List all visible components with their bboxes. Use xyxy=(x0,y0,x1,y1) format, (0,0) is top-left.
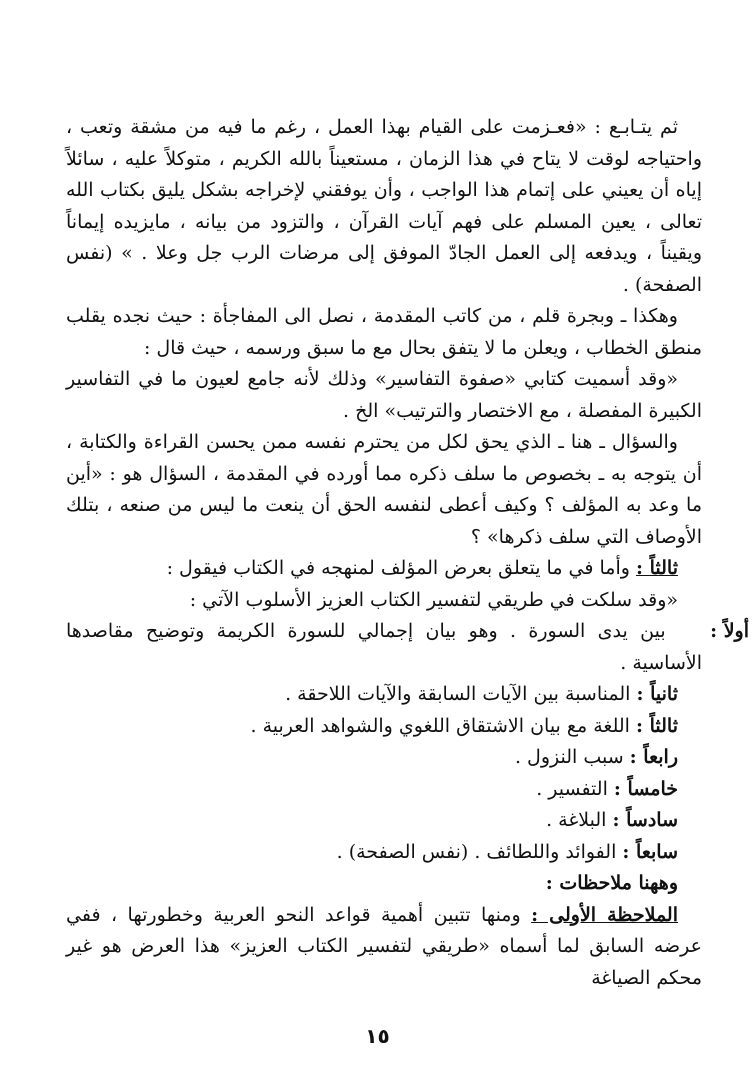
method-item-label: سادساً : xyxy=(612,809,678,831)
method-item-4 xyxy=(66,742,702,774)
method-item-label: خامساً : xyxy=(613,777,678,800)
paragraph-book-name-quote: «وقد أسميت كتابي «صفوة التفاسير» وذلك لأنه جامع لعيون ما في التفاسير الكبيرة المفصلة ، مع الاختصار والترتيب» الخ . xyxy=(66,368,702,422)
method-item-text: المناسبة بين الآيات السابقة والآيات اللاحقة . xyxy=(285,683,637,705)
method-item-text: الفوائد واللطائف . (نفس الصفحة) . xyxy=(336,840,623,863)
method-item-label: ثانياً : xyxy=(636,683,678,705)
first-note-label: الملاحظة الأولى : xyxy=(531,903,678,926)
notes-heading: وههنا ملاحظات : xyxy=(545,872,678,894)
first-note-text: ومنها تتبين أهمية قواعد النحو العربية وخطورتها ، ففي عرضه السابق لما أسماه «طريقي لتفسير الكتاب العزيز» هذا العرض هو غير محكم الصياغة xyxy=(66,903,702,989)
method-item-text: البلاغة . xyxy=(546,809,613,831)
method-list xyxy=(66,616,749,868)
method-item-label: ثالثاً : xyxy=(635,714,678,737)
method-item-label: رابعاً : xyxy=(629,746,678,768)
paragraph-third-point xyxy=(66,553,702,585)
body-text xyxy=(66,112,749,994)
third-point-text: وأما في ما يتعلق بعرض المؤلف لمنهجه في الكتاب فيقول : xyxy=(166,557,636,579)
page-number: ١٥ xyxy=(365,1024,390,1048)
method-item-3 xyxy=(66,711,702,743)
method-item-text: التفسير . xyxy=(536,777,614,800)
method-item-text: بين يدى السورة . وهو بيان إجمالي للسورة الكريمة وتوضيح مقاصدها الأساسية . xyxy=(66,620,702,674)
method-item-1 xyxy=(66,616,749,679)
method-item-label: سابعاً : xyxy=(622,840,678,863)
paragraph-method-intro: «وقد سلكت في طريقي لتفسير الكتاب العزيز الأسلوب الآتي : xyxy=(189,588,678,611)
method-item-7 xyxy=(66,837,702,869)
paragraph-surprise: وهكذا ـ وبجرة قلم ، من كاتب المقدمة ، نصل الى المفاجأة : حيث نجده يقلب منطق الخطاب ، ويعلن ما لا يتفق بحال مع ما سبق ورسمه ، حيث قال : xyxy=(66,305,702,359)
third-point-label: ثالثاً : xyxy=(635,557,678,579)
method-item-label: أولاً : xyxy=(710,620,749,642)
paragraph-quote-continuation: ثم يتـابـع : «فعـزمت على القيام بهذا العمل ، رغم ما فيه من مشقة وتعب ، واحتياجه لوقت لا يتاح في هذا الزمان ، مستعيناً بالله الكريم ، متوكلاً عليه ، سائلاً إياه أن يعيني على إتمام هذا الواجب ، وأن يوفقني لإخراجه بشكل يليق بكتاب الله تعالى ، يعين المسلم على فهم آيات القرآن ، والتزود من بيانه ، مايزيده إيماناً ويقيناً ، ويدفعه إلى العمل الجادّ الموفق إلى مرضات الرب جل وعلا . » (نفس الصفحة) . xyxy=(66,116,702,296)
method-item-text: اللغة مع بيان الاشتقاق اللغوي والشواهد العربية . xyxy=(250,714,636,737)
method-item-text: سبب النزول . xyxy=(514,746,630,768)
paragraph-question: والسؤال ـ هنا ـ الذي يحق لكل من يحترم نفسه ممن يحسن القراءة والكتابة ، أن يتوجه به ـ بخصوص ما سلف ذكره مما أورده في المقدمة ، السؤال هو : «أين ما وعد به المؤلف ؟ وكيف أعطى لنفسه الحق أن ينعت ما ليس من صنعه ، بتلك الأوصاف التي سلف ذكرها» ؟ xyxy=(66,431,702,548)
method-item-2 xyxy=(66,679,702,711)
method-item-6 xyxy=(66,805,702,837)
paragraph-first-note xyxy=(66,900,702,995)
method-item-5 xyxy=(66,774,702,806)
